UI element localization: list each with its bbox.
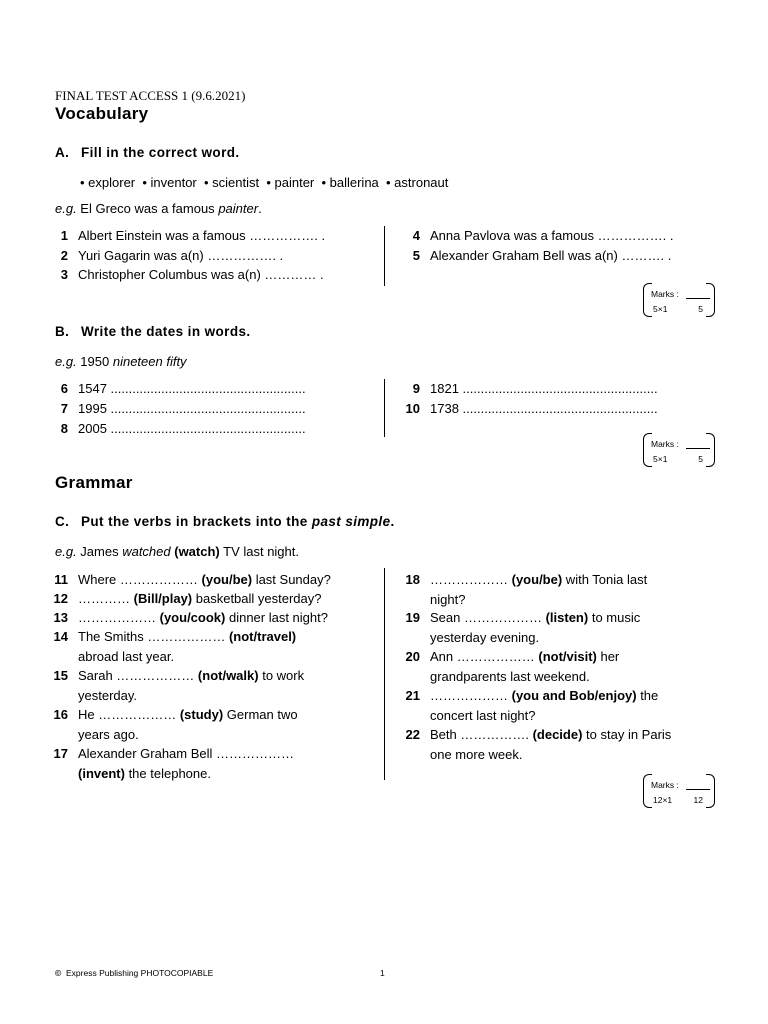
item-verb: (not/walk) — [197, 668, 259, 683]
part-b-title: Write the dates in words. — [81, 324, 251, 339]
item-text: the — [636, 688, 659, 703]
part-c-title: Put the verbs in brackets into the — [81, 514, 312, 529]
item-number: 6 — [60, 381, 68, 396]
part-c-example — [55, 544, 299, 559]
marks-blank — [686, 298, 710, 299]
item-text: 1995 ...................................................... — [78, 401, 306, 416]
item-text: ……………… — [430, 688, 512, 703]
item-text: concert last night? — [430, 707, 536, 723]
item-text: Sean ……………… — [430, 610, 546, 625]
eg-label: e.g. — [55, 544, 77, 559]
item-number: 18 — [405, 572, 420, 587]
item-number: 20 — [405, 649, 420, 664]
part-a-letter: A. — [55, 145, 70, 160]
eg-label: e.g. — [55, 354, 77, 369]
item-text: 1738 ...................................................... — [430, 401, 658, 416]
item-verb: (listen) — [545, 610, 589, 625]
marks-box — [643, 774, 715, 808]
marks-denominator: 12×1 — [653, 795, 673, 805]
item-verb: (Bill/play) — [133, 591, 193, 606]
item-number: 7 — [60, 401, 68, 416]
item-text: one more week. — [430, 746, 523, 762]
item-number: 5 — [412, 248, 420, 263]
item-verb: (not/travel) — [228, 629, 297, 644]
part-c-title-italic: past simple — [311, 514, 391, 529]
part-b-example — [55, 354, 187, 369]
item-text: the telephone. — [124, 765, 211, 781]
eg-text: James — [76, 544, 123, 559]
eg-answer: painter — [218, 201, 259, 216]
footer-publisher — [55, 968, 213, 978]
item-text: Sarah ……………… — [78, 668, 198, 683]
item-text: yesterday evening. — [430, 629, 540, 645]
part-c-heading — [55, 514, 395, 529]
marks-label: Marks : — [651, 289, 679, 299]
item-number: 15 — [53, 668, 68, 683]
item-text: to stay in Paris — [582, 727, 672, 742]
item-text: Beth ……………. — [430, 727, 533, 742]
item-text: to work — [258, 668, 305, 683]
item-text: Alexander Graham Bell ……………… — [78, 746, 295, 761]
part-c-letter: C. — [55, 514, 70, 529]
part-c-title-end: . — [390, 514, 395, 529]
item-verb: (invent) — [78, 765, 125, 781]
item-verb: (you/be) — [511, 572, 563, 587]
item-number: 11 — [54, 572, 68, 587]
item-number: 16 — [53, 707, 68, 722]
item-text: her — [596, 649, 620, 664]
item-text: Where ……………… — [78, 572, 202, 587]
item-text: He ……………… — [78, 707, 180, 722]
column-divider — [384, 379, 385, 437]
item-number: 3 — [60, 267, 68, 282]
marks-box — [643, 433, 715, 467]
item-text: Ann ……………… — [430, 649, 539, 664]
marks-total: 12 — [693, 795, 703, 805]
item-text: to music — [588, 610, 641, 625]
item-verb: (you and Bob/enjoy) — [511, 688, 637, 703]
item-number: 14 — [53, 629, 68, 644]
item-text: abroad last year. — [78, 648, 175, 664]
item-text: Yuri Gagarin was a(n) ……………. . — [78, 248, 284, 263]
item-number: 21 — [405, 688, 420, 703]
item-text: Anna Pavlova was a famous ……………. . — [430, 228, 674, 243]
part-a-example — [55, 201, 262, 216]
marks-label: Marks : — [651, 780, 679, 790]
grammar-heading: Grammar — [55, 473, 133, 492]
item-text: night? — [430, 591, 466, 607]
item-text: The Smiths ……………… — [78, 629, 229, 644]
eg-answer: nineteen fifty — [112, 354, 187, 369]
item-verb: (not/visit) — [538, 649, 597, 664]
item-text: German two — [223, 707, 298, 722]
column-divider — [384, 226, 385, 286]
item-text: Christopher Columbus was a(n) ………… . — [78, 267, 324, 282]
eg-label: e.g. — [55, 201, 77, 216]
part-b-letter: B. — [55, 324, 70, 339]
item-number: 2 — [60, 248, 68, 263]
item-number: 10 — [405, 401, 420, 416]
marks-denominator: 5×1 — [653, 454, 668, 464]
eg-answer: watched — [122, 544, 171, 559]
eg-text: 1950 — [76, 354, 113, 369]
marks-total: 5 — [698, 454, 703, 464]
eg-verb: (watch) — [170, 544, 220, 559]
copyright-icon: © — [55, 968, 62, 978]
eg-text: . — [258, 201, 262, 216]
item-text: last Sunday? — [252, 572, 331, 587]
item-text: with Tonia last — [562, 572, 648, 587]
marks-denominator: 5×1 — [653, 304, 668, 314]
item-number: 17 — [53, 746, 68, 761]
marks-blank — [686, 789, 710, 790]
item-text: years ago. — [78, 726, 139, 742]
part-b-heading — [55, 324, 251, 339]
item-text: yesterday. — [78, 687, 138, 703]
item-number: 9 — [412, 381, 420, 396]
item-verb: (study) — [179, 707, 224, 722]
item-text: 1821 ...................................................... — [430, 381, 658, 396]
eg-text: El Greco was a famous — [76, 201, 219, 216]
marks-label: Marks : — [651, 439, 679, 449]
word-bank: • explorer • inventor • scientist • painter • ballerina • astronaut — [80, 175, 449, 190]
part-a-heading — [55, 145, 240, 160]
item-text: grandparents last weekend. — [430, 668, 590, 684]
item-verb: (you/be) — [201, 572, 253, 587]
item-text: basketball yesterday? — [192, 591, 322, 606]
item-number: 19 — [405, 610, 420, 625]
vocabulary-heading: Vocabulary — [55, 104, 149, 123]
marks-total: 5 — [698, 304, 703, 314]
eg-text: TV last night. — [219, 544, 299, 559]
item-number: 4 — [412, 228, 420, 243]
item-text: Alexander Graham Bell was a(n) ………. . — [430, 248, 672, 263]
item-number: 1 — [60, 228, 68, 243]
item-verb: (decide) — [532, 727, 583, 742]
item-number: 12 — [53, 591, 68, 606]
item-text: ………… — [78, 591, 134, 606]
marks-blank — [686, 448, 710, 449]
item-text: Albert Einstein was a famous ……………. . — [78, 228, 326, 243]
item-text: ……………… — [430, 572, 512, 587]
item-text: ……………… — [78, 610, 160, 625]
test-title: FINAL TEST ACCESS 1 (9.6.2021) — [55, 88, 246, 103]
item-number: 22 — [405, 727, 420, 742]
item-number: 8 — [60, 421, 68, 436]
marks-box — [643, 283, 715, 317]
item-text: 2005 ...................................................... — [78, 421, 306, 436]
publisher-text: Express Publishing PHOTOCOPIABLE — [66, 968, 214, 978]
item-text: 1547 ...................................................... — [78, 381, 306, 396]
item-number: 13 — [53, 610, 68, 625]
column-divider — [384, 568, 385, 780]
page-number: 1 — [380, 968, 385, 978]
item-verb: (you/cook) — [159, 610, 226, 625]
item-text: dinner last night? — [225, 610, 328, 625]
part-a-title: Fill in the correct word. — [81, 145, 240, 160]
